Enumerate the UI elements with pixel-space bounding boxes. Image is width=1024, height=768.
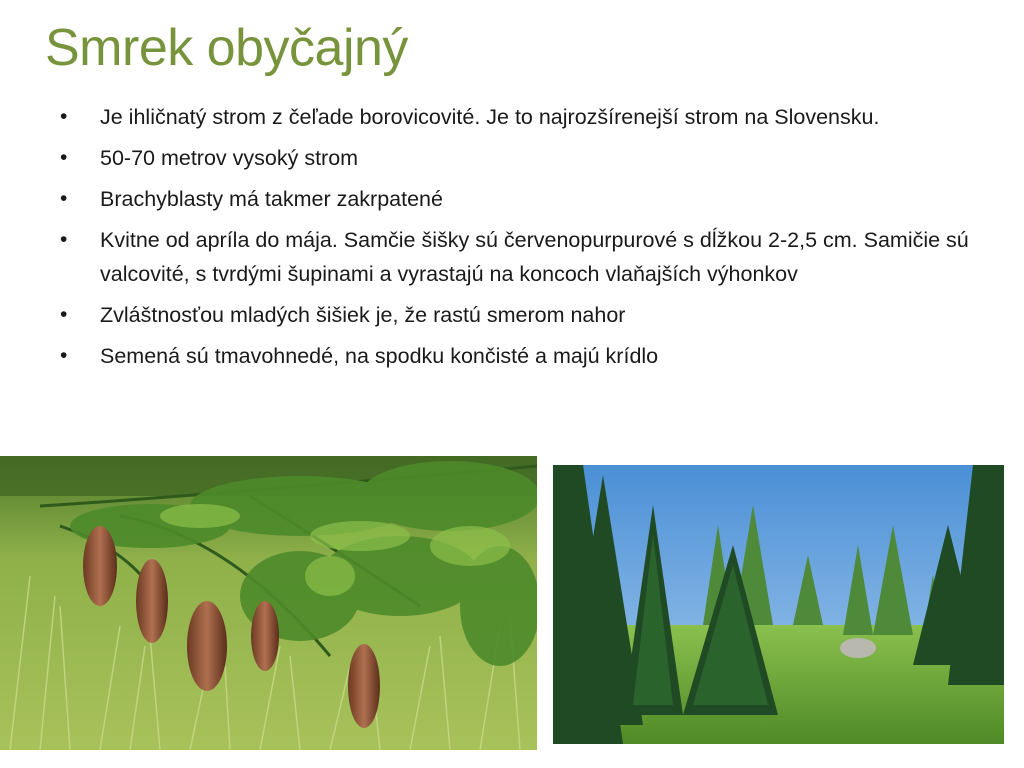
spruce-forest-photo — [553, 465, 1004, 744]
bullet-marker: • — [60, 228, 68, 251]
bullet-marker: • — [60, 105, 68, 128]
bullet-item — [60, 298, 970, 332]
bullet-item — [60, 141, 970, 175]
bullet-marker: • — [60, 187, 68, 210]
spruce-branch-photo — [0, 456, 537, 750]
bullet-text: 50-70 metrov vysoký strom — [100, 146, 359, 170]
slide-title: Smrek obyčajný — [45, 19, 408, 77]
bullet-item — [60, 182, 970, 216]
bullet-text: Brachyblasty má takmer zakrpatené — [100, 187, 443, 211]
bullet-marker: • — [60, 146, 68, 169]
bullet-text: Je ihličnatý strom z čeľade borovicovité. Je to najrozšírenejší strom na Slovensku. — [100, 105, 880, 129]
bullet-item — [60, 223, 970, 291]
bullet-item — [60, 339, 970, 373]
bullet-text: Zvláštnosťou mladých šišiek je, že rastú smerom nahor — [100, 303, 626, 327]
bullet-item — [60, 100, 970, 134]
bullet-marker: • — [60, 303, 68, 326]
bullet-text: Kvitne od apríla do mája. Samčie šišky sú červenopurpurové s dĺžkou 2-2,5 cm. Samičie sú valcovité, s tvrdými šupinami a vyrastajú na koncoch vlaňajších výhonkov — [100, 228, 969, 286]
bullet-list — [60, 100, 970, 380]
bullet-text: Semená sú tmavohnedé, na spodku končisté a majú krídlo — [100, 344, 659, 368]
bullet-marker: • — [60, 344, 68, 367]
